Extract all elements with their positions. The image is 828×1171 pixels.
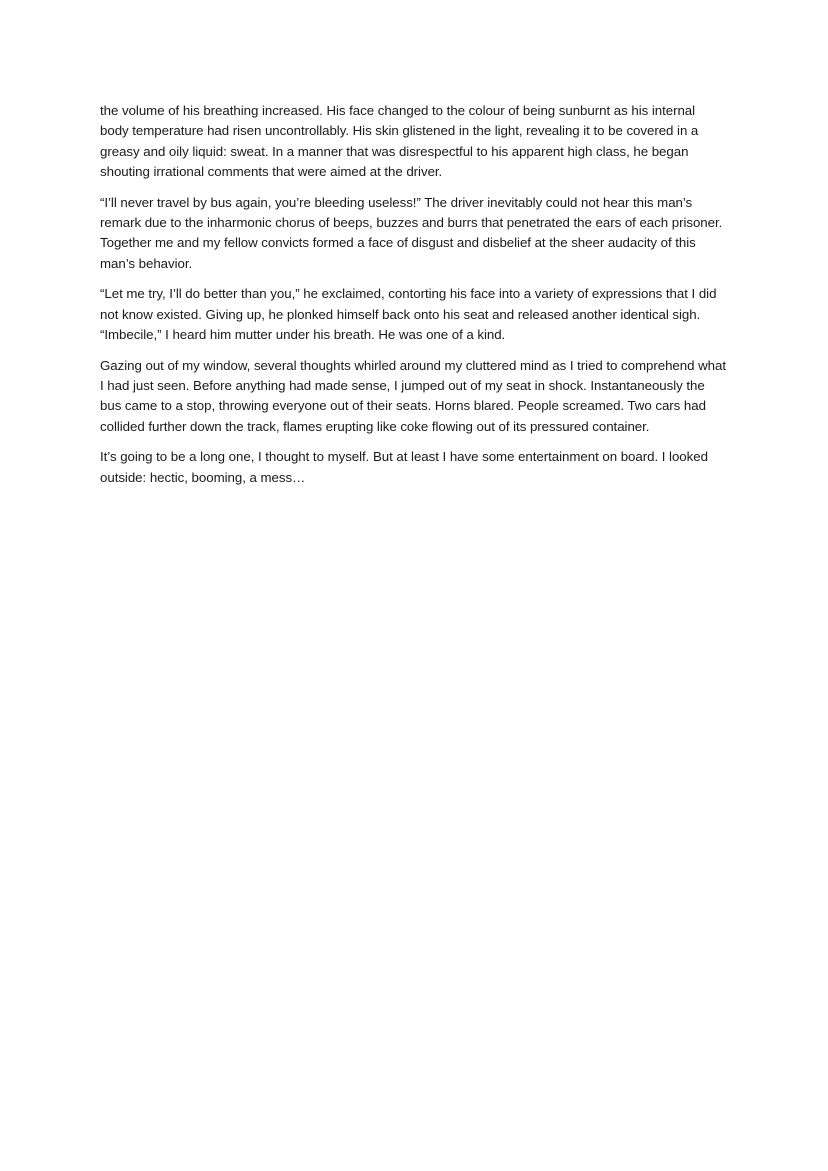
paragraph-5: It’s going to be a long one, I thought to myself. But at least I have some entertainment on board. I looked outside: hectic, booming, a mess…: [100, 449, 708, 485]
paragraph-1: the volume of his breathing increased. His face changed to the colour of being sunburnt as his internal body temperature had risen uncontrollably. His skin glistened in the light, revealing it to be covered in a greasy and oily liquid: sweat. In a manner that was disrespectful to his apparent high class, he began shouting irrational comments that were aimed at the driver.: [100, 103, 699, 179]
paragraph-4: Gazing out of my window, several thoughts whirled around my cluttered mind as I tried to comprehend what I had just seen. Before anything had made sense, I jumped out of my seat in shock. Instantaneously the bus came to a stop, throwing everyone out of their seats. Horns blared. People screamed. Two cars had collided further down the track, flames erupting like coke flowing out of its pressured container.: [100, 357, 726, 434]
document-body: [100, 101, 726, 499]
paragraph-2: “I’ll never travel by bus again, you’re bleeding useless!” The driver inevitably could not hear this man’s remark due to the inharmonic chorus of beeps, buzzes and burrs that penetrated the ears of each prisoner. Together me and my fellow convicts formed a face of disgust and disbelief at the sheer audacity of this man’s behavior.: [100, 194, 723, 271]
paragraph-3: “Let me try, I’ll do better than you,” he exclaimed, contorting his face into a variety of expressions that I did not know existed. Giving up, he plonked himself back onto his seat and released another identical sigh. “Imbecile,” I heard him mutter under his breath. He was one of a kind.: [100, 286, 717, 342]
